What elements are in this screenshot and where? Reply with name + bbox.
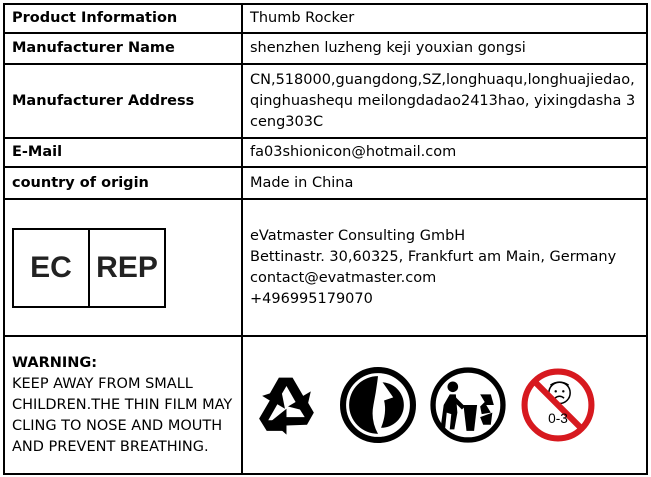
ec-rep-symbol	[12, 228, 166, 308]
product-information-label: Product Information	[4, 4, 242, 33]
email-value: fa03shionicon@hotmail.com	[242, 138, 647, 167]
country-of-origin-value: Made in China	[242, 167, 647, 199]
table-row	[4, 4, 647, 33]
ec-rep-company: eVatmaster Consulting GmbH	[250, 227, 466, 244]
ec-rep-details	[242, 199, 647, 336]
symbols-row	[250, 367, 639, 443]
table-row	[4, 64, 647, 138]
warning-title: WARNING:	[12, 354, 98, 371]
manufacturer-name-label: Manufacturer Name	[4, 33, 242, 64]
table-row	[4, 167, 647, 199]
symbols-cell	[242, 336, 647, 474]
manufacturer-address-value: CN,518000,guangdong,SZ,longhuaqu,longhuajiedao,qinghuashequ meilongdadao2413hao, yixingdasha 3ceng303C	[242, 64, 647, 138]
ec-rep-cell	[4, 199, 242, 336]
manufacturer-name-value: shenzhen luzheng keji youxian gongsi	[242, 33, 647, 64]
product-info-table	[3, 3, 648, 475]
ec-rep-ec-text: EC	[14, 230, 90, 306]
country-of-origin-label: country of origin	[4, 167, 242, 199]
ec-rep-rep-text: REP	[96, 251, 158, 284]
table-row	[4, 33, 647, 64]
warning-cell	[4, 336, 242, 474]
ec-rep-address: Bettinastr. 30,60325, Frankfurt am Main, Germany	[250, 248, 617, 265]
age-warning-icon	[520, 367, 596, 443]
tidyman-icon	[430, 367, 506, 443]
ec-rep-phone: +496995179070	[250, 290, 373, 307]
green-dot-icon	[340, 367, 416, 443]
product-information-value: Thumb Rocker	[242, 4, 647, 33]
table-row	[4, 138, 647, 167]
ec-rep-email: contact@evatmaster.com	[250, 269, 437, 286]
table-row	[4, 336, 647, 474]
email-label: E-Mail	[4, 138, 242, 167]
age-warning-label: 0-3	[548, 411, 568, 427]
recycle-icon	[250, 367, 326, 443]
warning-text: KEEP AWAY FROM SMALL CHILDREN.THE THIN FILM MAY CLING TO NOSE AND MOUTH AND PREVENT BREATHING.	[12, 375, 233, 455]
table-row	[4, 199, 647, 336]
manufacturer-address-label: Manufacturer Address	[4, 64, 242, 138]
